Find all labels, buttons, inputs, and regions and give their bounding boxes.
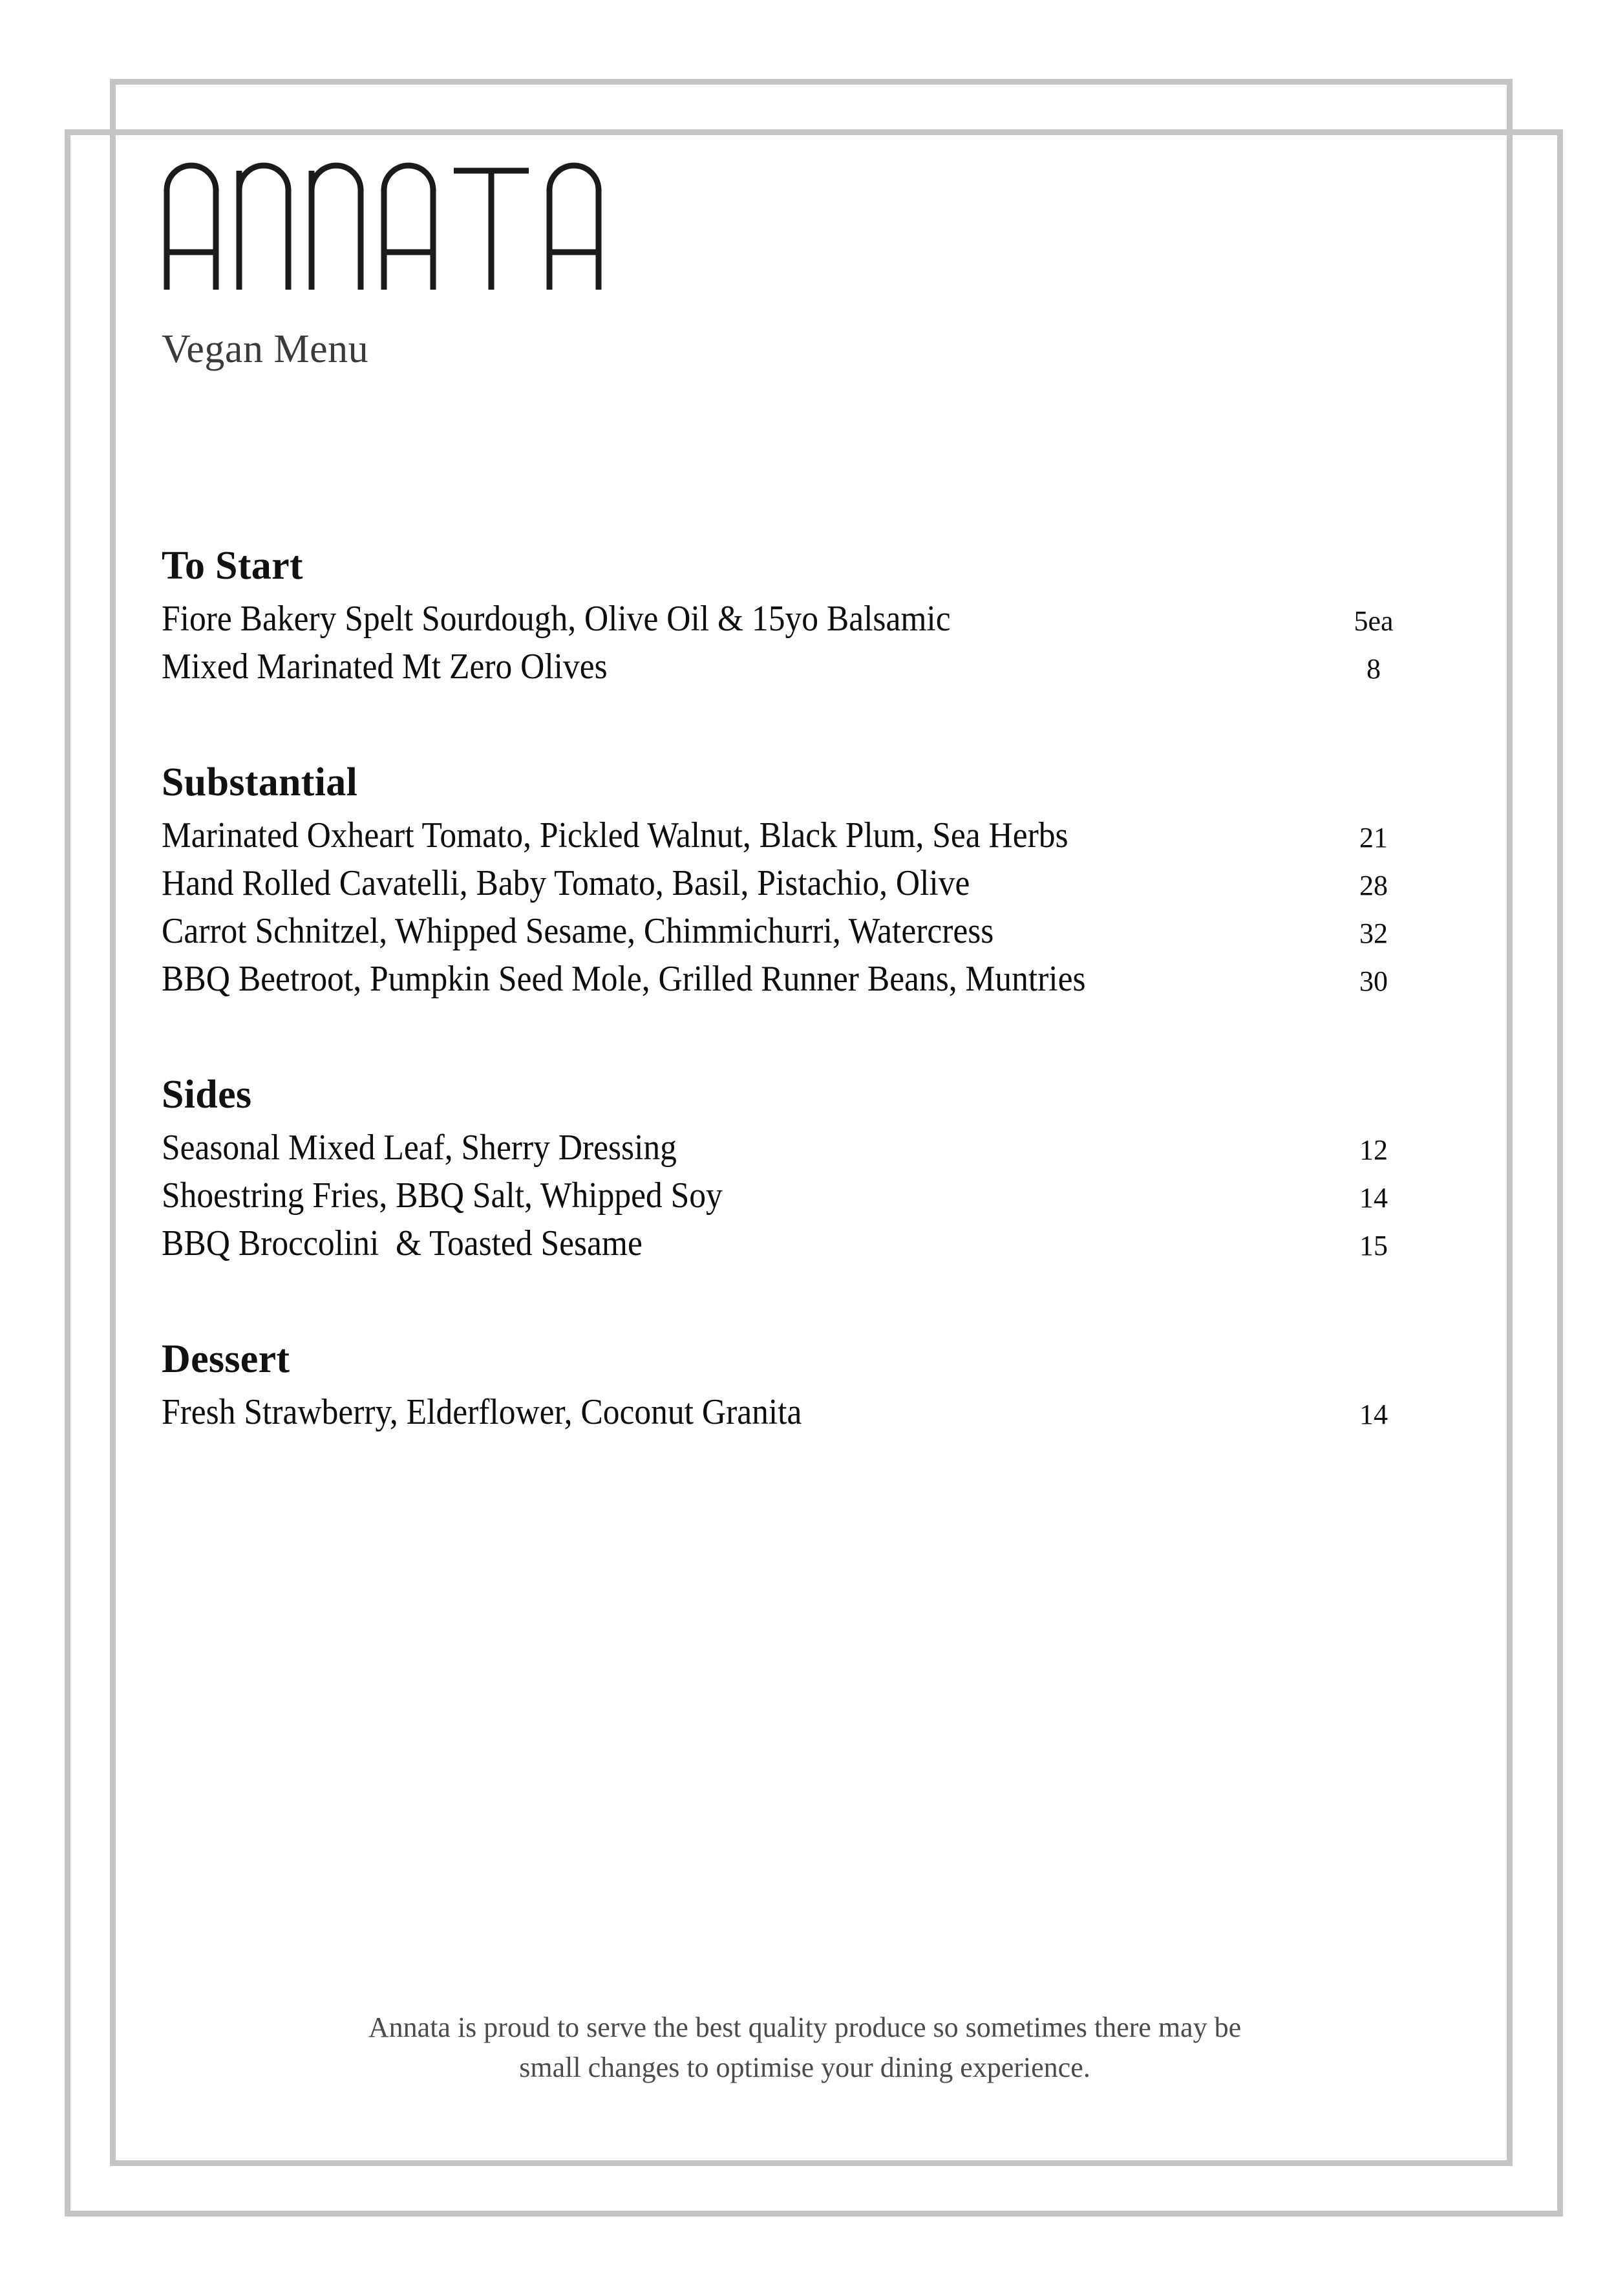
- footer-note-line-1: Annata is proud to serve the best quality produce so sometimes there may be: [368, 2012, 1242, 2043]
- menu-item-price: 12: [1359, 1134, 1388, 1166]
- menu-item-price: 15: [1359, 1230, 1388, 1261]
- menu-section-to-start: [162, 543, 1448, 687]
- menu-section-sides: [162, 1072, 1448, 1264]
- footer-note: [162, 2008, 1448, 2088]
- menu-item-price: 30: [1359, 965, 1388, 997]
- menu-section-dessert: [162, 1336, 1448, 1433]
- brand-logo: [162, 160, 640, 290]
- menu-item-name: Seasonal Mixed Leaf, Sherry Dressing: [162, 1128, 677, 1168]
- menu-item-name: Shoestring Fries, BBQ Salt, Whipped Soy: [162, 1175, 723, 1216]
- menu-item-name: Fiore Bakery Spelt Sourdough, Olive Oil & 15yo Balsamic: [162, 599, 951, 639]
- menu-item-price: 5ea: [1354, 605, 1394, 637]
- section-title: Substantial: [162, 760, 358, 804]
- menu-item: [162, 815, 1448, 856]
- section-title: Sides: [162, 1073, 252, 1117]
- menu-item: [162, 863, 1448, 904]
- menu-subtitle: Vegan Menu: [162, 327, 369, 371]
- menu-item-name: Fresh Strawberry, Elderflower, Coconut Granita: [162, 1392, 802, 1432]
- menu-item-name: Marinated Oxheart Tomato, Pickled Walnut, Black Plum, Sea Herbs: [162, 815, 1068, 855]
- menu-item: [162, 1391, 1448, 1433]
- menu-item: [162, 598, 1448, 639]
- menu-item: [162, 1175, 1448, 1216]
- menu-sections: [162, 543, 1448, 1433]
- menu-item: [162, 910, 1448, 952]
- menu-item-price: 28: [1359, 870, 1388, 901]
- section-title: Dessert: [162, 1337, 290, 1381]
- menu-item: [162, 646, 1448, 687]
- menu-item: [162, 1223, 1448, 1264]
- section-title: To Start: [162, 544, 303, 588]
- menu-item-name: BBQ Beetroot, Pumpkin Seed Mole, Grilled Runner Beans, Muntries: [162, 959, 1086, 999]
- menu-item-name: Carrot Schnitzel, Whipped Sesame, Chimmichurri, Watercress: [162, 911, 994, 951]
- menu-item-name: Mixed Marinated Mt Zero Olives: [162, 647, 608, 687]
- menu-item: [162, 958, 1448, 1000]
- footer-note-line-2: small changes to optimise your dining experience.: [519, 2052, 1090, 2084]
- menu-item-price: 14: [1359, 1182, 1388, 1214]
- menu-item-price: 21: [1359, 822, 1388, 853]
- menu-section-substantial: [162, 760, 1448, 1000]
- menu-item-price: 8: [1366, 653, 1381, 685]
- menu-item-price: 32: [1359, 917, 1388, 949]
- menu-item: [162, 1127, 1448, 1168]
- menu-item-name: BBQ Broccolini & Toasted Sesame: [162, 1223, 643, 1263]
- menu-item-price: 14: [1359, 1399, 1388, 1430]
- menu-item-name: Hand Rolled Cavatelli, Baby Tomato, Basil, Pistachio, Olive: [162, 863, 970, 903]
